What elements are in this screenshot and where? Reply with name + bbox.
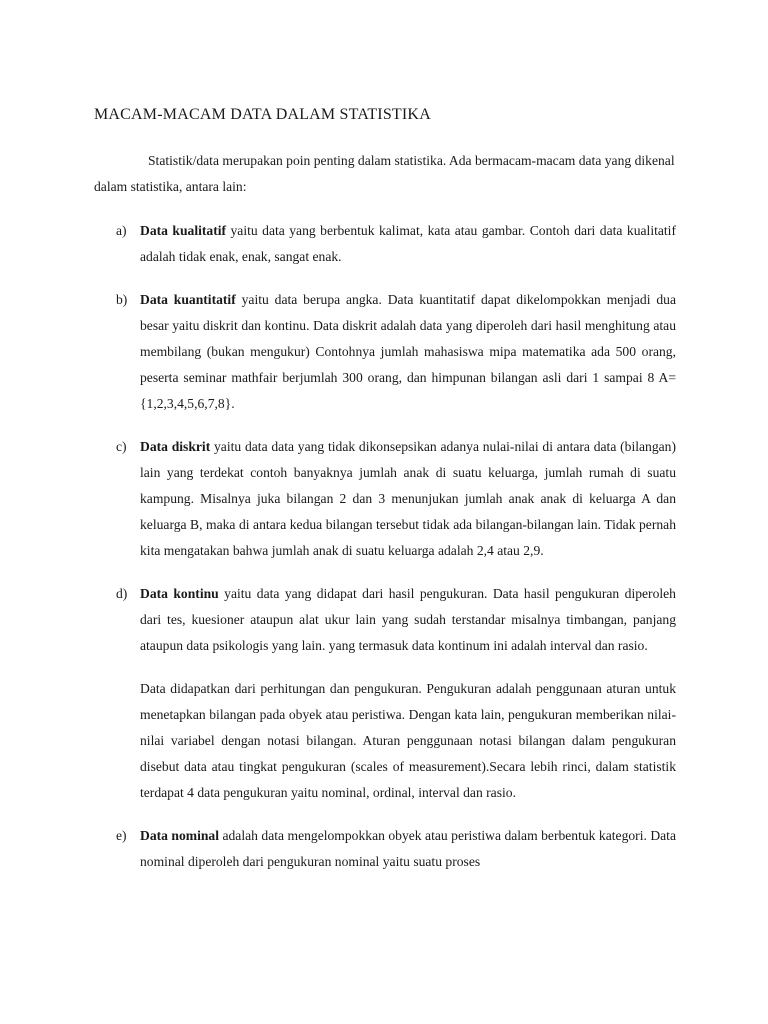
list-marker: c) <box>116 439 127 454</box>
list-item-text: adalah data mengelompokkan obyek atau peristiwa dalam berbentuk kategori. Data nominal diperoleh dari pengukuran nominal yaitu suatu proses <box>140 828 676 869</box>
list-item-term: Data nominal <box>140 828 219 843</box>
list-item <box>94 581 676 659</box>
list-item-term: Data kualitatif <box>140 223 227 238</box>
list-item-term: Data kontinu <box>140 586 219 601</box>
list-item-term: Data diskrit <box>140 439 211 454</box>
list-item-body <box>140 287 676 417</box>
list-item-text: yaitu data data yang tidak dikonsepsikan adanya nulai-nilai di antara data (bilangan) lain yang terdekat contoh banyaknya jumlah anak di suatu keluarga, jumlah rumah di suatu kampung. Misalnya juka bilangan 2 dan 3 menunjukan jumlah anak anak di keluarga A dan keluarga B, maka di antara kedua bilangan tersebut tidak ada bilangan-bilangan lain. Tidak pernah kita mengatakan bahwa jumlah anak di suatu keluarga adalah 2,4 atau 2,9. <box>140 439 676 558</box>
list-item <box>94 823 676 875</box>
intro-paragraph: Statistik/data merupakan poin penting dalam statistika. Ada bermacam-macam data yang dikenal dalam statistika, antara lain: <box>94 153 675 194</box>
list-item-body <box>140 823 676 875</box>
list-marker: a) <box>116 223 127 238</box>
list-item-body <box>140 434 676 564</box>
list-item-text: yaitu data berupa angka. Data kuantitatif dapat dikelompokkan menjadi dua besar yaitu diskrit dan kontinu. Data diskrit adalah data yang diperoleh dari hasil menghitung atau membilang (bukan mengukur) Contohnya jumlah mahasiswa mipa matematika ada 500 orang, peserta seminar mathfair berjumlah 300 orang, dan himpunan bilangan asli dari 1 sampai 8 A= {1,2,3,4,5,6,7,8}. <box>140 292 676 411</box>
list-item-text: yaitu data yang berbentuk kalimat, kata atau gambar. Contoh dari data kualitatif adalah tidak enak, enak, sangat enak. <box>140 223 676 264</box>
list-item-body <box>140 218 676 270</box>
document-title: MACAM-MACAM DATA DALAM STATISTIKA <box>94 106 431 123</box>
list-item-text: yaitu data yang didapat dari hasil pengukuran. Data hasil pengukuran diperoleh dari tes, kuesioner ataupun alat ukur lain yang sudah terstandar misalnya timbangan, panjang ataupun data psikologis yang lain. yang termasuk data kontinum ini adalah interval dan rasio. <box>140 586 676 653</box>
sub-paragraph: Data didapatkan dari perhitungan dan pengukuran. Pengukuran adalah penggunaan aturan untuk menetapkan bilangan pada obyek atau peristiwa. Dengan kata lain, pengukuran memberikan nilai-nilai variabel dengan notasi bilangan. Aturan penggunaan notasi bilangan dalam pengukuran disebut data atau tingkat pengukuran (scales of measurement).Secara lebih rinci, dalam statistik terdapat 4 data pengukuran yaitu nominal, ordinal, interval dan rasio. <box>140 681 676 800</box>
list-item <box>94 287 676 417</box>
list-marker: b) <box>116 292 128 307</box>
list-item-term: Data kuantitatif <box>140 292 236 307</box>
list-item <box>94 434 676 564</box>
list-item-body <box>140 581 676 659</box>
list-item <box>94 218 676 270</box>
list-marker: e) <box>116 828 127 843</box>
list-marker: d) <box>116 586 128 601</box>
